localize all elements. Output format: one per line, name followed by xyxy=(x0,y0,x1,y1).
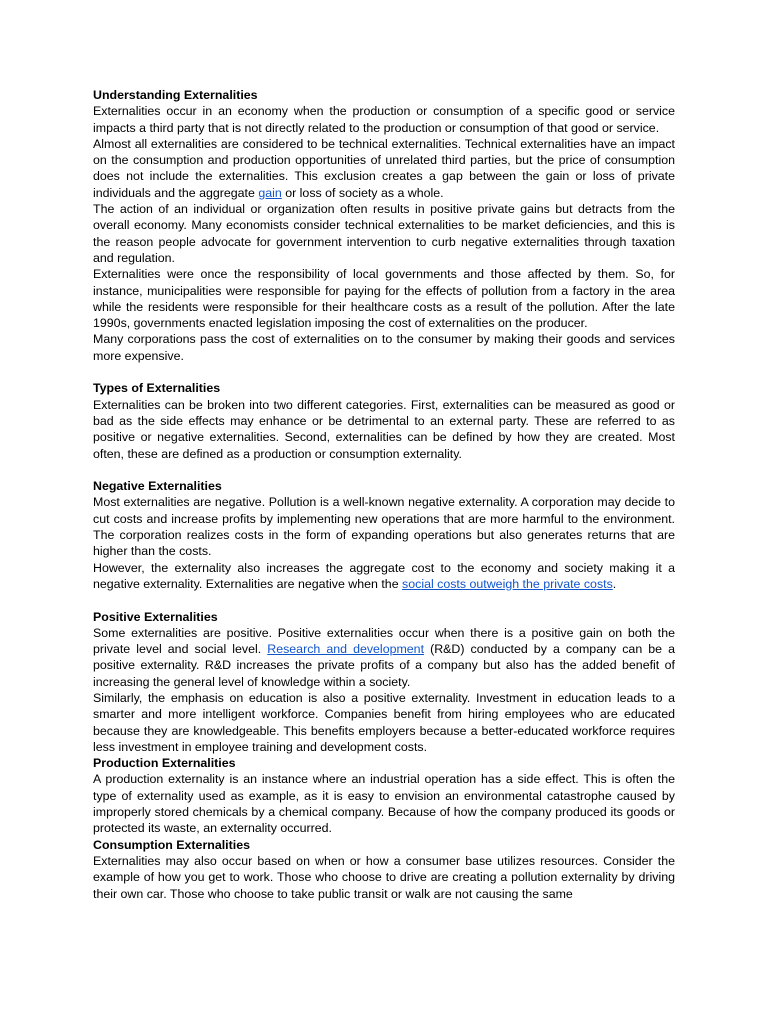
paragraph-market-deficiencies: The action of an individual or organization often results in positive private gains but detracts from the overall economy. Many economists consider technical externalities to be market deficiencies, and this is the reason people advocate for government intervention to curb negative externalities through taxation and regulation. xyxy=(93,202,675,265)
paragraph-negative-aggregate-cost xyxy=(93,560,675,593)
paragraph-text: or loss of society as a whole. xyxy=(281,185,444,200)
paragraph-technical-externalities xyxy=(93,136,675,201)
paragraph-production: A production externality is an instance where an industrial operation has a side effect. This is often the type of externality used as example, as it is easy to envision an environmental catastrophe caused by improperly stored chemicals by a chemical company. Because of how the company produced its goods or protected its waste, an externality occurred. xyxy=(93,772,675,836)
heading-consumption-externalities: Consumption Externalities xyxy=(93,837,250,852)
paragraph-text: . xyxy=(612,576,617,591)
heading-production-externalities: Production Externalities xyxy=(93,756,236,771)
paragraph-local-governments: Externalities were once the responsibility of local governments and those affected by them. So, for instance, municipalities were responsible for paying for the effects of pollution from a factory in the area while the residents were responsible for their healthcare costs as a result of the pollution. After the late 1990s, governments enacted legislation imposing the cost of externalities on the producer. xyxy=(93,267,675,331)
social-costs-link[interactable]: social costs outweigh the private costs xyxy=(402,576,613,591)
paragraph-research-development xyxy=(93,625,675,690)
paragraph-text: However, the externality also increases the aggregate cost to the economy and society making it a negative externality. Externalities are negative when the xyxy=(93,560,675,591)
paragraph-pollution: Most externalities are negative. Pollution is a well-known negative externality. A corporation may decide to cut costs and increase profits by implementing new operations that are more harmful to the environment. The corporation realizes costs in the form of expanding operations but also generates returns that are higher than the costs. xyxy=(93,495,675,559)
paragraph-text: (R&D) conducted by a company can be a positive externality. R&D increases the private profits of a company but also has the added benefit of increasing the general level of knowledge within a society. xyxy=(93,642,675,689)
paragraph-consumption: Externalities may also occur based on when or how a consumer base utilizes resources. Consider the example of how you get to work. Those who choose to drive are creating a pollution externality by driving their own car. Those who choose to take public transit or walk are not causing the same xyxy=(93,853,675,901)
heading-positive-externalities: Positive Externalities xyxy=(93,609,218,624)
heading-types-of-externalities: Types of Externalities xyxy=(93,381,221,396)
paragraph-definition: Externalities occur in an economy when the production or consumption of a specific good or service impacts a third party that is not directly related to the production or consumption of that good or service. xyxy=(93,104,675,135)
paragraph-education: Similarly, the emphasis on education is also a positive externality. Investment in education leads to a smarter and more intelligent workforce. Companies benefit from hiring employees who are educated because they are knowledgeable. This benefits employers because a better-educated workforce requires less investment in employee training and development costs. xyxy=(93,690,675,754)
heading-negative-externalities: Negative Externalities xyxy=(93,479,222,494)
section-spacer xyxy=(93,462,675,478)
paragraph-text: Almost all externalities are considered to be technical externalities. Technical externalities have an impact on the consumption and production opportunities of unrelated third parties, but the price of consumption does not include the externalities. This exclusion creates a gap between the gain or loss of private individuals and the aggregate xyxy=(93,136,675,200)
research-and-development-link[interactable]: Research and development xyxy=(267,642,425,657)
paragraph-text: Some externalities are positive. Positive externalities occur when there is a positive gain on both the private level and social level. xyxy=(93,625,675,657)
section-spacer xyxy=(93,592,675,608)
section-spacer xyxy=(93,364,675,380)
heading-understanding-externalities: Understanding Externalities xyxy=(93,88,258,102)
gain-link[interactable]: gain xyxy=(258,185,282,200)
paragraph-categories: Externalities can be broken into two different categories. First, externalities can be measured as good or bad as the side effects may enhance or be detrimental to an external party. These are referred to as positive or negative externalities. Second, externalities can be defined by how they are created. Most often, these are defined as a production or consumption externality. xyxy=(93,397,675,461)
paragraph-corporations-pass-cost: Many corporations pass the cost of externalities on to the consumer by making their goods and services more expensive. xyxy=(93,332,675,363)
document-page xyxy=(93,87,675,902)
